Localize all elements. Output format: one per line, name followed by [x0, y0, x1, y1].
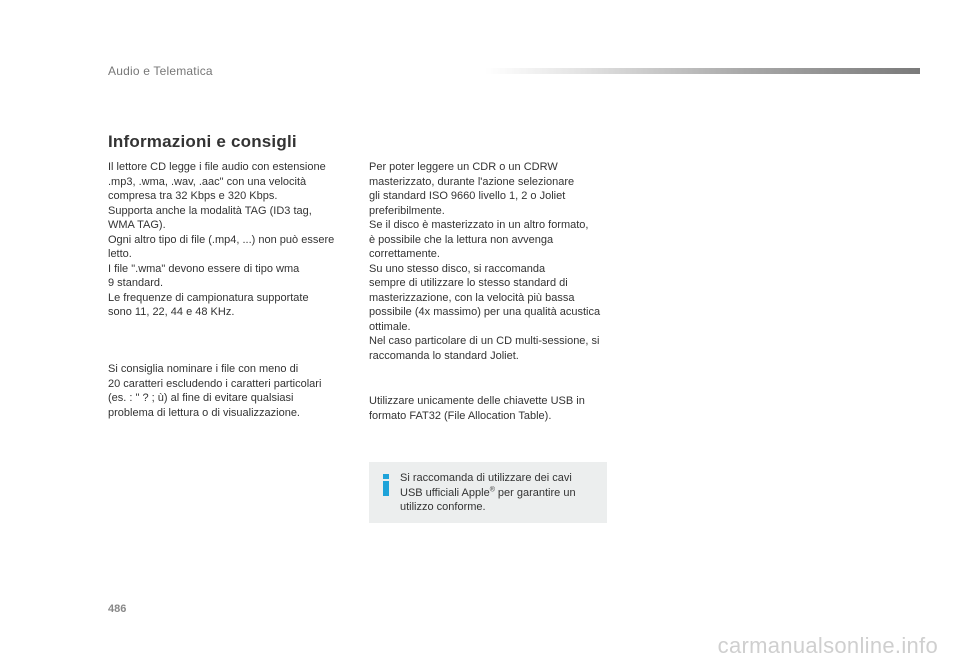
text-line: I file ".wma" devono essere di tipo wma	[108, 262, 300, 275]
text-line: Per poter leggere un CDR o un CDRW	[369, 161, 558, 173]
left-paragraph-2	[108, 362, 321, 420]
right-paragraph-1	[369, 160, 600, 363]
text-line: 20 caratteri escludendo i caratteri particolari	[108, 377, 322, 390]
text-line: .mp3, .wma, .wav, .aac" con una velocità	[108, 175, 307, 188]
info-line-2: USB ufficiali Apple® per garantire un	[400, 485, 576, 499]
text-line: gli standard ISO 9660 livello 1, 2 o Joliet	[369, 190, 566, 202]
text-line: masterizzato, durante l'azione selezionare	[369, 175, 575, 188]
page-title: Informazioni e consigli	[108, 132, 297, 151]
text-line: Supporta anche la modalità TAG (ID3 tag,	[108, 204, 312, 217]
text-line: letto.	[108, 248, 132, 260]
text-line: Nel caso particolare di un CD multi-sessione, si	[369, 335, 600, 347]
text-line: compresa tra 32 Kbps e 320 Kbps.	[108, 190, 278, 202]
left-paragraph-1	[108, 160, 334, 320]
text-line: ottimale.	[369, 320, 411, 333]
text-line: Si consiglia nominare i file con meno di	[108, 363, 299, 375]
text-line: correttamente.	[369, 248, 440, 260]
page-number: 486	[108, 603, 127, 615]
text-line: è possibile che la lettura non avvenga	[369, 233, 554, 246]
text-line: sempre di utilizzare lo stesso standard di	[369, 277, 568, 289]
text-line: 9 standard.	[108, 277, 164, 289]
header-gradient-bar	[485, 68, 920, 74]
text-line: Il lettore CD legge i file audio con estensione	[108, 161, 326, 173]
text-line: problema di lettura o di visualizzazione.	[108, 406, 300, 419]
text-line: Ogni altro tipo di file (.mp4, ...) non può essere	[108, 233, 335, 246]
text-line: Utilizzare unicamente delle chiavette USB in	[369, 395, 585, 407]
info-box-text	[400, 471, 576, 515]
text-line: Se il disco è masterizzato in un altro formato,	[369, 219, 589, 231]
text-line: (es. : " ? ; ù) al fine di evitare qualsiasi	[108, 392, 294, 404]
watermark: carmanualsonline.info	[717, 633, 938, 658]
text-line: formato FAT32 (File Allocation Table).	[369, 409, 552, 422]
text-line: masterizzazione, con la velocità più bassa	[369, 291, 575, 304]
text-line: preferibilmente.	[369, 204, 445, 217]
text-line: Su uno stesso disco, si raccomanda	[369, 262, 546, 275]
info-line-3: utilizzo conforme.	[400, 501, 486, 513]
text-line: raccomanda lo standard Joliet.	[369, 349, 519, 362]
text-line: Le frequenze di campionatura supportate	[108, 291, 309, 304]
registered-mark: ®	[489, 485, 495, 493]
right-paragraph-2	[369, 394, 585, 423]
text-line: possibile (4x massimo) per una qualità acustica	[369, 306, 601, 318]
text-line: sono 11, 22, 44 e 48 KHz.	[108, 306, 235, 318]
text-line: WMA TAG).	[108, 219, 166, 231]
header-section-label: Audio e Telematica	[108, 64, 213, 78]
info-line-1: Si raccomanda di utilizzare dei cavi	[400, 472, 572, 484]
info-box	[369, 462, 607, 523]
info-icon	[381, 474, 391, 496]
